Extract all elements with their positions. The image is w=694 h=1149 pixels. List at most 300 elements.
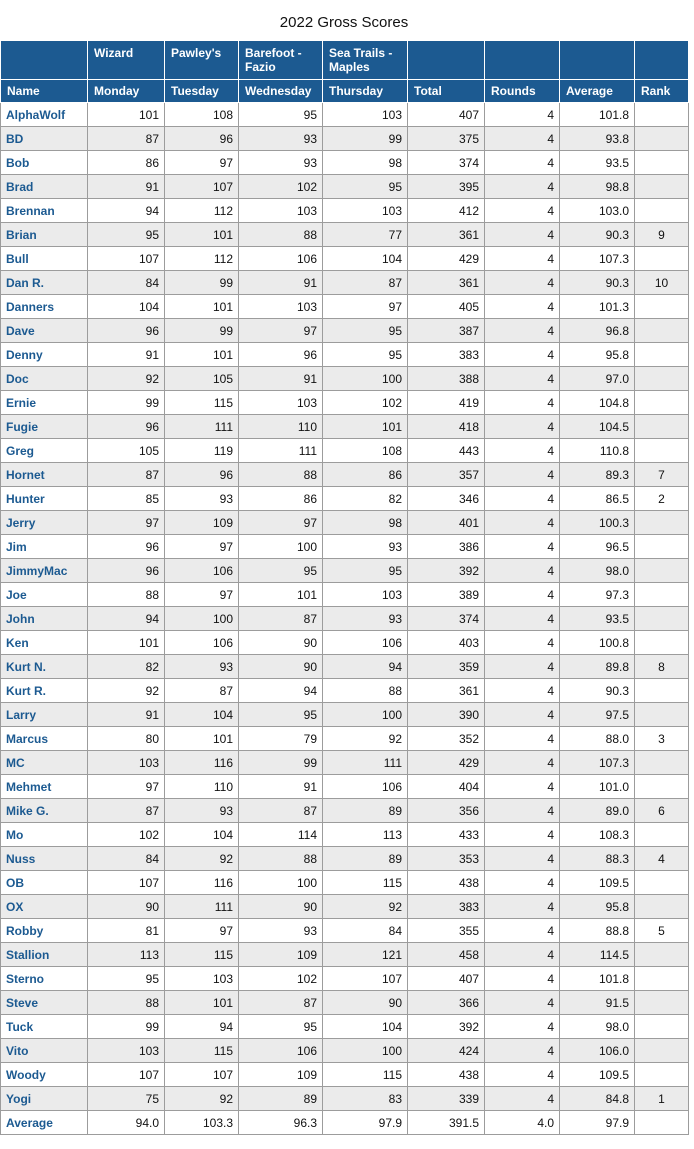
table-row bbox=[1, 271, 689, 295]
table-row bbox=[1, 175, 689, 199]
player-name-cell[interactable]: Mehmet bbox=[1, 775, 88, 799]
wednesday-score-cell: 86 bbox=[239, 487, 323, 511]
rank-cell bbox=[635, 511, 689, 535]
tuesday-score-cell: 111 bbox=[165, 415, 239, 439]
wednesday-score-cell: 93 bbox=[239, 151, 323, 175]
rounds-count-cell: 4 bbox=[485, 127, 560, 151]
rounds-count-cell: 4 bbox=[485, 1015, 560, 1039]
thursday-score-cell: 82 bbox=[323, 487, 408, 511]
tuesday-score-cell: 93 bbox=[165, 655, 239, 679]
rounds-count-cell: 4 bbox=[485, 199, 560, 223]
tuesday-score-cell: 105 bbox=[165, 367, 239, 391]
average-score-cell: 84.8 bbox=[560, 1087, 635, 1111]
tuesday-score-cell: 110 bbox=[165, 775, 239, 799]
rank-cell bbox=[635, 583, 689, 607]
total-score-cell: 405 bbox=[408, 295, 485, 319]
column-header-wednesday[interactable]: Wednesday bbox=[239, 80, 323, 103]
monday-score-cell: 95 bbox=[88, 967, 165, 991]
average-score-cell: 109.5 bbox=[560, 871, 635, 895]
tuesday-score-cell: 106 bbox=[165, 631, 239, 655]
rank-cell bbox=[635, 295, 689, 319]
monday-score-cell: 101 bbox=[88, 631, 165, 655]
rank-cell: 2 bbox=[635, 487, 689, 511]
total-score-cell: 361 bbox=[408, 223, 485, 247]
average-score-cell: 107.3 bbox=[560, 751, 635, 775]
player-name-cell[interactable]: Mo bbox=[1, 823, 88, 847]
total-score-cell: 355 bbox=[408, 919, 485, 943]
total-score-cell: 388 bbox=[408, 367, 485, 391]
table-row bbox=[1, 103, 689, 127]
table-row bbox=[1, 727, 689, 751]
player-name-cell[interactable]: Joe bbox=[1, 583, 88, 607]
average-score-cell: 91.5 bbox=[560, 991, 635, 1015]
wednesday-score-cell: 114 bbox=[239, 823, 323, 847]
tuesday-score-cell: 101 bbox=[165, 991, 239, 1015]
total-score-cell: 339 bbox=[408, 1087, 485, 1111]
tuesday-score-cell: 100 bbox=[165, 607, 239, 631]
rank-cell: 5 bbox=[635, 919, 689, 943]
rank-cell: 9 bbox=[635, 223, 689, 247]
rank-cell bbox=[635, 415, 689, 439]
table-row bbox=[1, 463, 689, 487]
rounds-count-cell: 4 bbox=[485, 799, 560, 823]
tuesday-score-cell: 108 bbox=[165, 103, 239, 127]
total-score-cell: 458 bbox=[408, 943, 485, 967]
rounds-count-cell: 4 bbox=[485, 919, 560, 943]
total-score-cell: 443 bbox=[408, 439, 485, 463]
player-name-cell[interactable]: Hunter bbox=[1, 487, 88, 511]
table-row bbox=[1, 871, 689, 895]
thursday-score-cell: 107 bbox=[323, 967, 408, 991]
player-name-cell[interactable]: Vito bbox=[1, 1039, 88, 1063]
rounds-count-cell: 4 bbox=[485, 103, 560, 127]
rounds-count-cell: 4 bbox=[485, 439, 560, 463]
thursday-score-cell: 106 bbox=[323, 775, 408, 799]
monday-score-cell: 94.0 bbox=[88, 1111, 165, 1135]
table-row bbox=[1, 127, 689, 151]
rank-cell: 8 bbox=[635, 655, 689, 679]
thursday-score-cell: 94 bbox=[323, 655, 408, 679]
total-score-cell: 346 bbox=[408, 487, 485, 511]
average-score-cell: 96.5 bbox=[560, 535, 635, 559]
player-name-cell[interactable]: BD bbox=[1, 127, 88, 151]
rank-cell: 4 bbox=[635, 847, 689, 871]
average-score-cell: 88.0 bbox=[560, 727, 635, 751]
total-score-cell: 391.5 bbox=[408, 1111, 485, 1135]
wednesday-score-cell: 88 bbox=[239, 463, 323, 487]
wednesday-score-cell: 95 bbox=[239, 559, 323, 583]
rounds-count-cell: 4 bbox=[485, 1063, 560, 1087]
course-header-empty bbox=[485, 41, 560, 80]
tuesday-score-cell: 115 bbox=[165, 943, 239, 967]
total-score-cell: 429 bbox=[408, 751, 485, 775]
table-row bbox=[1, 295, 689, 319]
monday-score-cell: 99 bbox=[88, 1015, 165, 1039]
table-row bbox=[1, 247, 689, 271]
wednesday-score-cell: 96.3 bbox=[239, 1111, 323, 1135]
player-name-cell[interactable]: Hornet bbox=[1, 463, 88, 487]
player-name-cell[interactable]: Nuss bbox=[1, 847, 88, 871]
player-name-cell[interactable]: Ken bbox=[1, 631, 88, 655]
wednesday-score-cell: 111 bbox=[239, 439, 323, 463]
rank-cell bbox=[635, 1015, 689, 1039]
tuesday-score-cell: 103 bbox=[165, 967, 239, 991]
player-name-cell[interactable]: Woody bbox=[1, 1063, 88, 1087]
rank-cell bbox=[635, 823, 689, 847]
rank-cell: 3 bbox=[635, 727, 689, 751]
thursday-score-cell: 103 bbox=[323, 583, 408, 607]
thursday-score-cell: 98 bbox=[323, 151, 408, 175]
table-row bbox=[1, 151, 689, 175]
average-score-cell: 104.5 bbox=[560, 415, 635, 439]
rounds-count-cell: 4 bbox=[485, 175, 560, 199]
thursday-score-cell: 93 bbox=[323, 535, 408, 559]
monday-score-cell: 107 bbox=[88, 247, 165, 271]
player-name-cell[interactable]: Brad bbox=[1, 175, 88, 199]
wednesday-score-cell: 79 bbox=[239, 727, 323, 751]
total-score-cell: 366 bbox=[408, 991, 485, 1015]
table-row bbox=[1, 415, 689, 439]
player-name-cell[interactable]: OB bbox=[1, 871, 88, 895]
thursday-score-cell: 97.9 bbox=[323, 1111, 408, 1135]
rounds-count-cell: 4 bbox=[485, 535, 560, 559]
monday-score-cell: 91 bbox=[88, 343, 165, 367]
wednesday-score-cell: 88 bbox=[239, 847, 323, 871]
player-name-cell[interactable]: Fugie bbox=[1, 415, 88, 439]
average-score-cell: 98.0 bbox=[560, 559, 635, 583]
rank-cell bbox=[635, 1111, 689, 1135]
column-header-rank[interactable]: Rank bbox=[635, 80, 689, 103]
player-name-cell[interactable]: Greg bbox=[1, 439, 88, 463]
thursday-score-cell: 97 bbox=[323, 295, 408, 319]
table-row bbox=[1, 607, 689, 631]
average-score-cell: 107.3 bbox=[560, 247, 635, 271]
tuesday-score-cell: 96 bbox=[165, 127, 239, 151]
thursday-score-cell: 98 bbox=[323, 511, 408, 535]
table-row bbox=[1, 367, 689, 391]
average-score-cell: 98.0 bbox=[560, 1015, 635, 1039]
wednesday-score-cell: 100 bbox=[239, 871, 323, 895]
total-score-cell: 407 bbox=[408, 967, 485, 991]
player-name-cell[interactable]: Denny bbox=[1, 343, 88, 367]
player-name-cell[interactable]: Mike G. bbox=[1, 799, 88, 823]
total-score-cell: 403 bbox=[408, 631, 485, 655]
thursday-score-cell: 95 bbox=[323, 559, 408, 583]
total-score-cell: 392 bbox=[408, 1015, 485, 1039]
rank-cell bbox=[635, 703, 689, 727]
thursday-score-cell: 103 bbox=[323, 103, 408, 127]
table-row bbox=[1, 919, 689, 943]
column-header-name[interactable]: Name bbox=[1, 80, 88, 103]
player-name-cell[interactable]: Jim bbox=[1, 535, 88, 559]
monday-score-cell: 99 bbox=[88, 391, 165, 415]
average-score-cell: 86.5 bbox=[560, 487, 635, 511]
average-row bbox=[1, 1111, 689, 1135]
player-name-cell[interactable]: Dan R. bbox=[1, 271, 88, 295]
rounds-count-cell: 4 bbox=[485, 967, 560, 991]
rank-cell bbox=[635, 943, 689, 967]
wednesday-score-cell: 109 bbox=[239, 943, 323, 967]
table-row bbox=[1, 391, 689, 415]
player-name-cell[interactable]: Yogi bbox=[1, 1087, 88, 1111]
rank-cell bbox=[635, 1039, 689, 1063]
total-score-cell: 361 bbox=[408, 679, 485, 703]
total-score-cell: 390 bbox=[408, 703, 485, 727]
rounds-count-cell: 4 bbox=[485, 583, 560, 607]
table-row bbox=[1, 847, 689, 871]
player-name-cell[interactable]: Ernie bbox=[1, 391, 88, 415]
rounds-count-cell: 4 bbox=[485, 343, 560, 367]
average-score-cell: 100.8 bbox=[560, 631, 635, 655]
rounds-count-cell: 4 bbox=[485, 487, 560, 511]
rounds-count-cell: 4 bbox=[485, 559, 560, 583]
monday-score-cell: 88 bbox=[88, 991, 165, 1015]
player-name-cell[interactable]: Dave bbox=[1, 319, 88, 343]
monday-score-cell: 96 bbox=[88, 415, 165, 439]
thursday-score-cell: 92 bbox=[323, 727, 408, 751]
tuesday-score-cell: 97 bbox=[165, 919, 239, 943]
monday-score-cell: 96 bbox=[88, 319, 165, 343]
tuesday-score-cell: 97 bbox=[165, 535, 239, 559]
average-score-cell: 109.5 bbox=[560, 1063, 635, 1087]
player-name-cell[interactable]: Kurt N. bbox=[1, 655, 88, 679]
rounds-count-cell: 4 bbox=[485, 727, 560, 751]
course-header-row bbox=[1, 41, 689, 80]
table-row bbox=[1, 319, 689, 343]
average-score-cell: 98.8 bbox=[560, 175, 635, 199]
player-name-cell[interactable]: AlphaWolf bbox=[1, 103, 88, 127]
average-score-cell: 97.3 bbox=[560, 583, 635, 607]
average-score-cell: 90.3 bbox=[560, 223, 635, 247]
monday-score-cell: 84 bbox=[88, 271, 165, 295]
thursday-score-cell: 92 bbox=[323, 895, 408, 919]
player-name-cell[interactable]: Tuck bbox=[1, 1015, 88, 1039]
average-score-cell: 104.8 bbox=[560, 391, 635, 415]
tuesday-score-cell: 106 bbox=[165, 559, 239, 583]
column-header-rounds[interactable]: Rounds bbox=[485, 80, 560, 103]
monday-score-cell: 103 bbox=[88, 751, 165, 775]
tuesday-score-cell: 115 bbox=[165, 1039, 239, 1063]
table-row bbox=[1, 1015, 689, 1039]
player-name-cell[interactable]: Jerry bbox=[1, 511, 88, 535]
player-name-cell[interactable]: Sterno bbox=[1, 967, 88, 991]
rank-cell bbox=[635, 343, 689, 367]
course-header-barefoot: Barefoot - Fazio bbox=[239, 41, 323, 80]
player-name-cell[interactable]: Brian bbox=[1, 223, 88, 247]
table-row bbox=[1, 559, 689, 583]
player-name-cell[interactable]: Stallion bbox=[1, 943, 88, 967]
rank-cell bbox=[635, 895, 689, 919]
thursday-score-cell: 83 bbox=[323, 1087, 408, 1111]
wednesday-score-cell: 95 bbox=[239, 103, 323, 127]
total-score-cell: 418 bbox=[408, 415, 485, 439]
table-row bbox=[1, 751, 689, 775]
player-name-cell[interactable]: John bbox=[1, 607, 88, 631]
player-name-cell[interactable]: Steve bbox=[1, 991, 88, 1015]
monday-score-cell: 103 bbox=[88, 1039, 165, 1063]
page-title: 2022 Gross Scores bbox=[279, 14, 409, 31]
thursday-score-cell: 77 bbox=[323, 223, 408, 247]
total-score-cell: 386 bbox=[408, 535, 485, 559]
monday-score-cell: 96 bbox=[88, 559, 165, 583]
average-score-cell: 97.5 bbox=[560, 703, 635, 727]
rounds-count-cell: 4 bbox=[485, 1039, 560, 1063]
table-row bbox=[1, 991, 689, 1015]
tuesday-score-cell: 93 bbox=[165, 487, 239, 511]
rank-cell bbox=[635, 103, 689, 127]
thursday-score-cell: 115 bbox=[323, 871, 408, 895]
thursday-score-cell: 100 bbox=[323, 367, 408, 391]
thursday-score-cell: 104 bbox=[323, 247, 408, 271]
thursday-score-cell: 106 bbox=[323, 631, 408, 655]
total-score-cell: 424 bbox=[408, 1039, 485, 1063]
rounds-count-cell: 4 bbox=[485, 871, 560, 895]
tuesday-score-cell: 107 bbox=[165, 1063, 239, 1087]
player-name-cell[interactable]: Doc bbox=[1, 367, 88, 391]
thursday-score-cell: 104 bbox=[323, 1015, 408, 1039]
tuesday-score-cell: 112 bbox=[165, 247, 239, 271]
wednesday-score-cell: 95 bbox=[239, 703, 323, 727]
player-name-cell[interactable]: Kurt R. bbox=[1, 679, 88, 703]
wednesday-score-cell: 88 bbox=[239, 223, 323, 247]
rounds-count-cell: 4 bbox=[485, 823, 560, 847]
rounds-count-cell: 4 bbox=[485, 319, 560, 343]
column-header-tuesday[interactable]: Tuesday bbox=[165, 80, 239, 103]
total-score-cell: 357 bbox=[408, 463, 485, 487]
rounds-count-cell: 4 bbox=[485, 751, 560, 775]
tuesday-score-cell: 101 bbox=[165, 223, 239, 247]
monday-score-cell: 107 bbox=[88, 871, 165, 895]
tuesday-score-cell: 109 bbox=[165, 511, 239, 535]
table-row bbox=[1, 199, 689, 223]
player-name-cell[interactable]: Bull bbox=[1, 247, 88, 271]
wednesday-score-cell: 106 bbox=[239, 1039, 323, 1063]
tuesday-score-cell: 119 bbox=[165, 439, 239, 463]
average-score-cell: 89.0 bbox=[560, 799, 635, 823]
tuesday-score-cell: 92 bbox=[165, 847, 239, 871]
table-row bbox=[1, 1087, 689, 1111]
thursday-score-cell: 102 bbox=[323, 391, 408, 415]
thursday-score-cell: 121 bbox=[323, 943, 408, 967]
rank-cell: 10 bbox=[635, 271, 689, 295]
column-header-total[interactable]: Total bbox=[408, 80, 485, 103]
total-score-cell: 429 bbox=[408, 247, 485, 271]
wednesday-score-cell: 110 bbox=[239, 415, 323, 439]
wednesday-score-cell: 103 bbox=[239, 199, 323, 223]
total-score-cell: 383 bbox=[408, 343, 485, 367]
player-name-cell[interactable]: Marcus bbox=[1, 727, 88, 751]
column-header-thursday[interactable]: Thursday bbox=[323, 80, 408, 103]
rank-cell bbox=[635, 679, 689, 703]
monday-score-cell: 91 bbox=[88, 175, 165, 199]
table-row bbox=[1, 343, 689, 367]
player-name-cell[interactable]: Brennan bbox=[1, 199, 88, 223]
rank-cell bbox=[635, 391, 689, 415]
monday-score-cell: 95 bbox=[88, 223, 165, 247]
table-row bbox=[1, 1063, 689, 1087]
wednesday-score-cell: 102 bbox=[239, 175, 323, 199]
wednesday-score-cell: 96 bbox=[239, 343, 323, 367]
tuesday-score-cell: 97 bbox=[165, 151, 239, 175]
course-header-empty bbox=[408, 41, 485, 80]
wednesday-score-cell: 93 bbox=[239, 127, 323, 151]
rounds-count-cell: 4 bbox=[485, 151, 560, 175]
average-score-cell: 103.0 bbox=[560, 199, 635, 223]
tuesday-score-cell: 111 bbox=[165, 895, 239, 919]
wednesday-score-cell: 95 bbox=[239, 1015, 323, 1039]
table-row bbox=[1, 703, 689, 727]
tuesday-score-cell: 116 bbox=[165, 751, 239, 775]
wednesday-score-cell: 97 bbox=[239, 319, 323, 343]
rank-cell bbox=[635, 607, 689, 631]
tuesday-score-cell: 107 bbox=[165, 175, 239, 199]
rounds-count-cell: 4 bbox=[485, 511, 560, 535]
rank-cell bbox=[635, 367, 689, 391]
monday-score-cell: 102 bbox=[88, 823, 165, 847]
average-score-cell: 89.3 bbox=[560, 463, 635, 487]
monday-score-cell: 87 bbox=[88, 127, 165, 151]
course-header-empty bbox=[1, 41, 88, 80]
column-header-monday[interactable]: Monday bbox=[88, 80, 165, 103]
average-score-cell: 88.8 bbox=[560, 919, 635, 943]
rounds-count-cell: 4 bbox=[485, 703, 560, 727]
player-name-cell[interactable]: Bob bbox=[1, 151, 88, 175]
wednesday-score-cell: 103 bbox=[239, 391, 323, 415]
column-header-average[interactable]: Average bbox=[560, 80, 635, 103]
table-row bbox=[1, 799, 689, 823]
player-name-cell[interactable]: OX bbox=[1, 895, 88, 919]
total-score-cell: 407 bbox=[408, 103, 485, 127]
wednesday-score-cell: 109 bbox=[239, 1063, 323, 1087]
rank-cell bbox=[635, 751, 689, 775]
total-score-cell: 359 bbox=[408, 655, 485, 679]
course-header-empty bbox=[635, 41, 689, 80]
thursday-score-cell: 99 bbox=[323, 127, 408, 151]
rounds-count-cell: 4 bbox=[485, 1087, 560, 1111]
player-name-cell[interactable]: Danners bbox=[1, 295, 88, 319]
total-score-cell: 375 bbox=[408, 127, 485, 151]
player-name-cell[interactable]: MC bbox=[1, 751, 88, 775]
table-row bbox=[1, 895, 689, 919]
player-name-cell[interactable]: Robby bbox=[1, 919, 88, 943]
total-score-cell: 374 bbox=[408, 607, 485, 631]
rounds-count-cell: 4 bbox=[485, 775, 560, 799]
thursday-score-cell: 86 bbox=[323, 463, 408, 487]
rank-cell: 7 bbox=[635, 463, 689, 487]
total-score-cell: 356 bbox=[408, 799, 485, 823]
player-name-cell[interactable]: JimmyMac bbox=[1, 559, 88, 583]
total-score-cell: 438 bbox=[408, 1063, 485, 1087]
total-score-cell: 353 bbox=[408, 847, 485, 871]
wednesday-score-cell: 91 bbox=[239, 775, 323, 799]
rank-cell bbox=[635, 871, 689, 895]
average-score-cell: 90.3 bbox=[560, 271, 635, 295]
monday-score-cell: 92 bbox=[88, 679, 165, 703]
monday-score-cell: 96 bbox=[88, 535, 165, 559]
player-name-cell[interactable]: Larry bbox=[1, 703, 88, 727]
wednesday-score-cell: 94 bbox=[239, 679, 323, 703]
monday-score-cell: 94 bbox=[88, 607, 165, 631]
rank-cell bbox=[635, 151, 689, 175]
wednesday-score-cell: 101 bbox=[239, 583, 323, 607]
table-body bbox=[1, 103, 689, 1135]
thursday-score-cell: 89 bbox=[323, 847, 408, 871]
average-score-cell: 97.0 bbox=[560, 367, 635, 391]
average-score-cell: 106.0 bbox=[560, 1039, 635, 1063]
thursday-score-cell: 90 bbox=[323, 991, 408, 1015]
rounds-count-cell: 4 bbox=[485, 607, 560, 631]
total-score-cell: 383 bbox=[408, 895, 485, 919]
